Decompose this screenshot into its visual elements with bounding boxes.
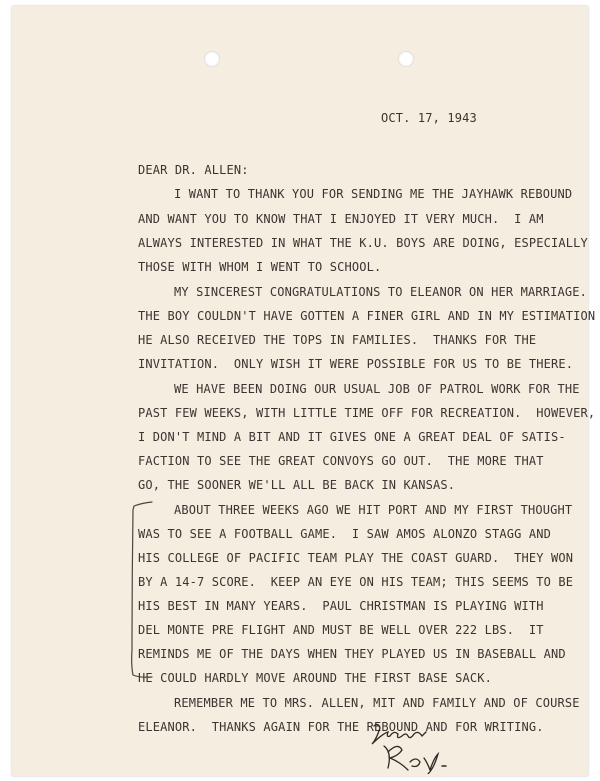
punch-hole-left [204,51,220,67]
body-line-12: FACTION TO SEE THE GREAT CONVOYS GO OUT. THE MORE THAT [138,454,544,468]
body-line-20: REMINDS ME OF THE DAYS WHEN THEY PLAYED US IN BASEBALL AND [138,647,566,661]
body-line-16: HIS COLLEGE OF PACIFIC TEAM PLAY THE COAST GUARD. THEY WON [138,551,574,565]
body-line-3: ALWAYS INTERESTED IN WHAT THE K.U. BOYS ARE DOING, ESPECIALLY [138,236,588,250]
body-line-7: HE ALSO RECEIVED THE TOPS IN FAMILIES. THANKS FOR THE [138,333,537,347]
body-line-5: MY SINCEREST CONGRATULATIONS TO ELEANOR ON HER MARRIAGE. [174,285,587,299]
body-line-17: BY A 14-7 SCORE. KEEP AN EYE ON HIS TEAM; THIS SEEMS TO BE [138,575,574,589]
body-line-18: HIS BEST IN MANY YEARS. PAUL CHRISTMAN IS PLAYING WITH [138,599,544,613]
body-line-19: DEL MONTE PRE FLIGHT AND MUST BE WELL OVER 222 LBS. IT [138,623,544,637]
body-line-13: GO, THE SOONER WE'LL ALL BE BACK IN KANSAS. [138,478,456,492]
handwritten-signature [362,718,472,774]
body-line-22: REMEMBER ME TO MRS. ALLEN, MIT AND FAMILY AND OF COURSE [174,696,580,710]
body-line-15: WAS TO SEE A FOOTBALL GAME. I SAW AMOS ALONZO STAGG AND [138,527,551,541]
punch-hole-right [398,51,414,67]
salutation: DEAR DR. ALLEN: [138,163,249,177]
letter-date: OCT. 17, 1943 [381,111,477,125]
body-line-9: WE HAVE BEEN DOING OUR USUAL JOB OF PATROL WORK FOR THE [174,382,580,396]
body-line-2: AND WANT YOU TO KNOW THAT I ENJOYED IT VERY MUCH. I AM [138,212,544,226]
body-line-14: ABOUT THREE WEEKS AGO WE HIT PORT AND MY FIRST THOUGHT [174,503,573,517]
body-line-10: PAST FEW WEEKS, WITH LITTLE TIME OFF FOR RECREATION. HOWEVER, [138,406,596,420]
body-line-11: I DON'T MIND A BIT AND IT GIVES ONE A GREAT DEAL OF SATIS- [138,430,566,444]
body-line-8: INVITATION. ONLY WISH IT WERE POSSIBLE FOR US TO BE THERE. [138,357,574,371]
body-line-6: THE BOY COULDN'T HAVE GOTTEN A FINER GIRL AND IN MY ESTIMATION [138,309,596,323]
body-line-21: HE COULD HARDLY MOVE AROUND THE FIRST BASE SACK. [138,671,492,685]
body-line-23: ELEANOR. THANKS AGAIN FOR THE REBOUND AND FOR WRITING. [138,720,544,734]
body-line-1: I WANT TO THANK YOU FOR SENDING ME THE JAYHAWK REBOUND [174,187,573,201]
body-line-4: THOSE WITH WHOM I WENT TO SCHOOL. [138,260,382,274]
